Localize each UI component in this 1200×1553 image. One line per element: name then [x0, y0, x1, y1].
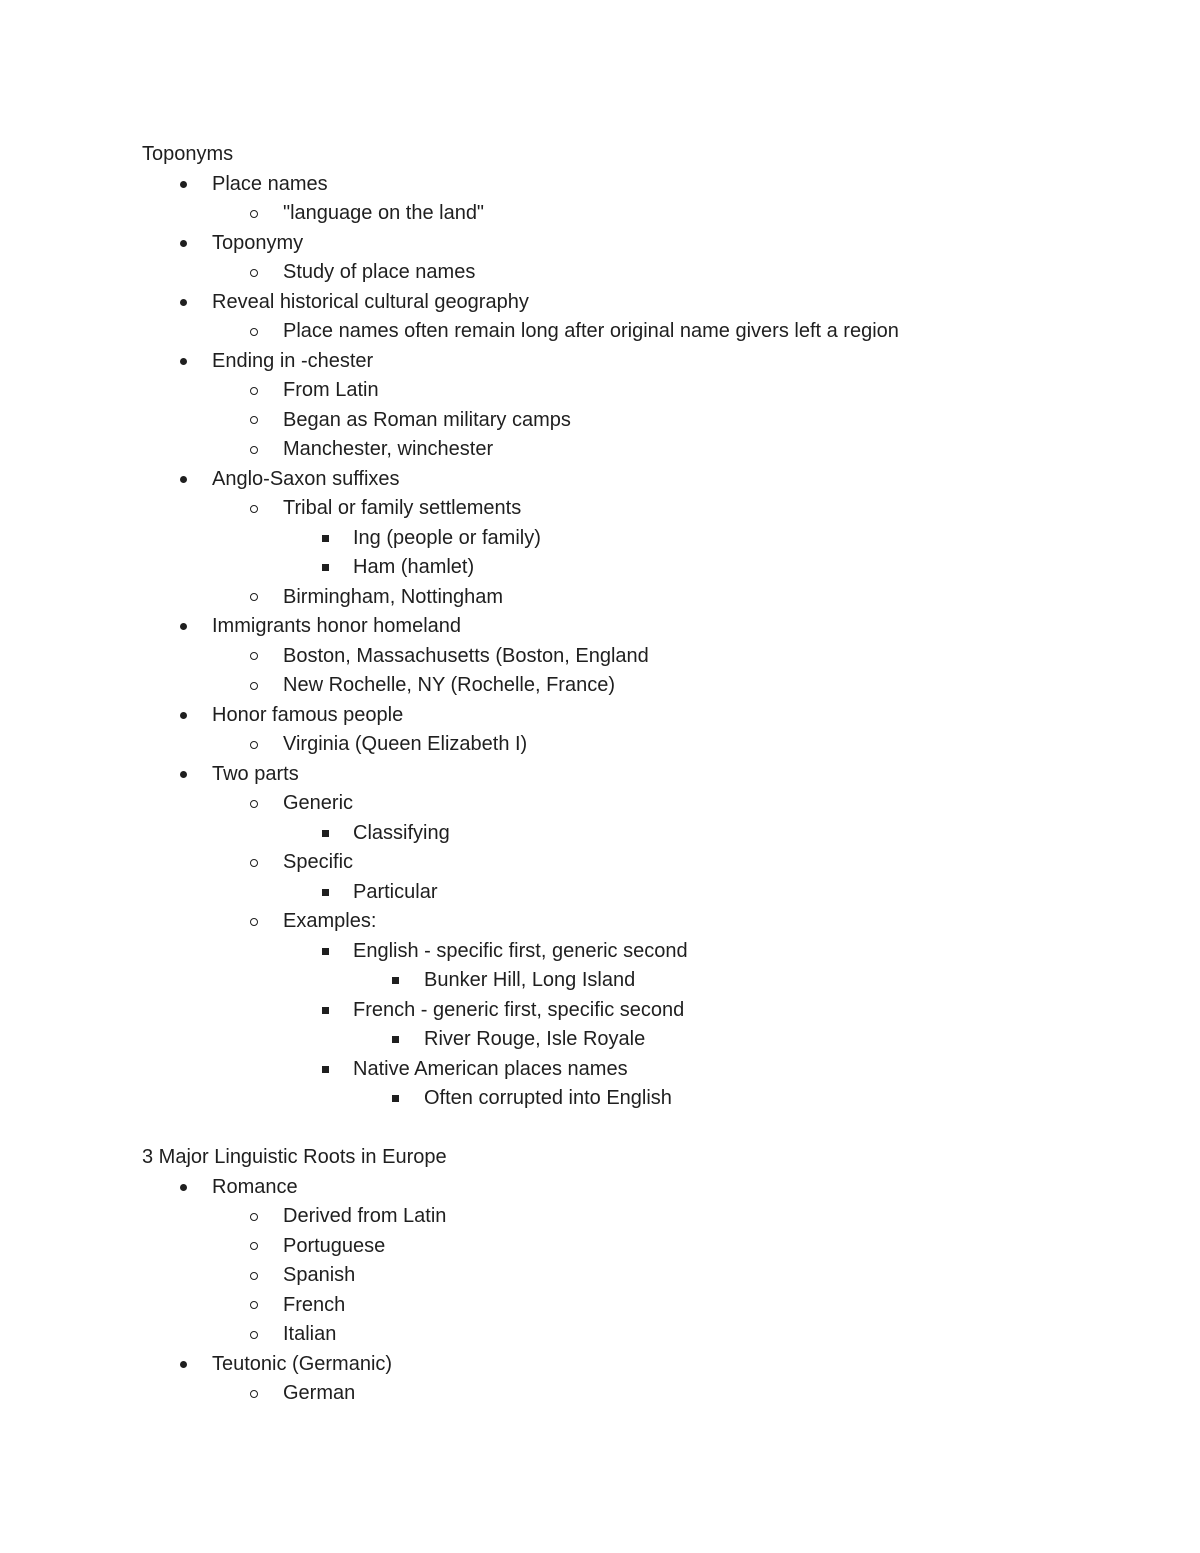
list-item-text: Portuguese — [283, 1234, 386, 1257]
list-item-text: From Latin — [283, 379, 379, 401]
hollow-bullet-icon — [248, 1232, 260, 1262]
hollow-bullet-icon — [248, 376, 260, 406]
list-item-text: Tribal or family settlements — [283, 497, 522, 519]
list-item-text: Two parts — [212, 762, 299, 785]
square-bullet-icon — [389, 966, 401, 996]
list-item-level-2 — [142, 583, 1142, 613]
list-item-level-3 — [142, 937, 1142, 967]
hollow-bullet-icon — [248, 730, 260, 760]
hollow-bullet-icon — [248, 583, 260, 613]
hollow-bullet-icon — [248, 1202, 260, 1232]
list-item-level-2 — [142, 406, 1142, 436]
square-bullet-icon — [319, 878, 331, 908]
list-item-level-2 — [142, 1291, 1142, 1321]
hollow-bullet-icon — [248, 671, 260, 701]
square-bullet-icon — [319, 819, 331, 849]
square-bullet-icon — [319, 996, 331, 1026]
list-item-text: Immigrants honor homeland — [212, 615, 462, 637]
filled-bullet-icon — [177, 465, 189, 495]
list-item-level-2 — [142, 435, 1142, 465]
hollow-bullet-icon — [248, 317, 260, 347]
list-item-text: Bunker Hill, Long Island — [424, 969, 636, 991]
filled-bullet-icon — [177, 229, 189, 259]
hollow-bullet-icon — [248, 642, 260, 672]
list-item-level-2 — [142, 848, 1142, 878]
list-item-level-2 — [142, 199, 1142, 229]
list-item-text: German — [283, 1382, 356, 1404]
list-item-level-2 — [142, 642, 1142, 672]
list-item-level-2 — [142, 1202, 1142, 1232]
list-item-level-2 — [142, 789, 1142, 819]
list-item-text: Place names often remain long after original name givers left a region — [283, 320, 899, 342]
list-item-text: English - specific first, generic second — [353, 939, 688, 962]
list-item-text: Generic — [283, 792, 354, 814]
section-spacer — [142, 1114, 1142, 1144]
list-item-level-3 — [142, 1055, 1142, 1085]
hollow-bullet-icon — [248, 1291, 260, 1321]
list-item-text: Ending in -chester — [212, 349, 374, 372]
list-item-level-2 — [142, 376, 1142, 406]
square-bullet-icon — [389, 1025, 401, 1055]
filled-bullet-icon — [177, 170, 189, 200]
square-bullet-icon — [319, 524, 331, 554]
list-item-text: Toponymy — [212, 231, 304, 254]
list-item-text: Romance — [212, 1175, 298, 1198]
document-page — [142, 140, 1142, 1409]
list-item-text: Derived from Latin — [283, 1205, 447, 1227]
list-item-level-1 — [142, 170, 1142, 200]
list-item-text: Spanish — [283, 1264, 356, 1286]
list-item-level-2 — [142, 907, 1142, 937]
list-item-level-1 — [142, 1173, 1142, 1203]
list-item-level-4 — [142, 1025, 1142, 1055]
square-bullet-icon — [319, 1055, 331, 1085]
list-item-level-3 — [142, 553, 1142, 583]
list-item-level-4 — [142, 966, 1142, 996]
filled-bullet-icon — [177, 288, 189, 318]
list-item-text: Birmingham, Nottingham — [283, 585, 504, 608]
hollow-bullet-icon — [248, 494, 260, 524]
list-item-text: Ing (people or family) — [353, 526, 541, 549]
list-item-text: Classifying — [353, 821, 450, 844]
list-item-level-1 — [142, 288, 1142, 318]
list-item-level-2 — [142, 671, 1142, 701]
section-heading: 3 Major Linguistic Roots in Europe — [142, 1146, 447, 1168]
list-item-text: Honor famous people — [212, 703, 404, 726]
list-item-text: Italian — [283, 1323, 337, 1345]
list-item-level-1 — [142, 701, 1142, 731]
list-item-level-2 — [142, 1232, 1142, 1262]
square-bullet-icon — [319, 553, 331, 583]
hollow-bullet-icon — [248, 406, 260, 436]
hollow-bullet-icon — [248, 199, 260, 229]
list-item-text: Boston, Massachusetts (Boston, England — [283, 644, 649, 667]
filled-bullet-icon — [177, 612, 189, 642]
list-item-text: Reveal historical cultural geography — [212, 290, 529, 313]
list-item-level-3 — [142, 819, 1142, 849]
hollow-bullet-icon — [248, 1379, 260, 1409]
list-item-text: Manchester, winchester — [283, 438, 494, 460]
square-bullet-icon — [319, 937, 331, 967]
list-item-text: Ham (hamlet) — [353, 556, 475, 578]
list-item-text: Particular — [353, 880, 438, 903]
list-item-text: Place names — [212, 172, 328, 195]
hollow-bullet-icon — [248, 1261, 260, 1291]
list-item-level-1 — [142, 465, 1142, 495]
list-item-text: Native American places names — [353, 1057, 628, 1080]
list-item-text: Study of place names — [283, 261, 476, 283]
section-heading: Toponyms — [142, 143, 234, 165]
list-item-level-4 — [142, 1084, 1142, 1114]
list-item-level-1 — [142, 612, 1142, 642]
list-item-text: French — [283, 1293, 346, 1316]
list-item-text: River Rouge, Isle Royale — [424, 1028, 646, 1050]
list-item-level-2 — [142, 1379, 1142, 1409]
list-item-text: "language on the land" — [283, 202, 485, 224]
list-item-text: New Rochelle, NY (Rochelle, France) — [283, 674, 615, 696]
list-item-text: Virginia (Queen Elizabeth I) — [283, 733, 528, 755]
hollow-bullet-icon — [248, 258, 260, 288]
hollow-bullet-icon — [248, 435, 260, 465]
list-item-level-2 — [142, 317, 1142, 347]
hollow-bullet-icon — [248, 907, 260, 937]
list-item-level-2 — [142, 494, 1142, 524]
list-item-text: French - generic first, specific second — [353, 998, 685, 1021]
list-item-text: Specific — [283, 851, 354, 873]
list-item-level-1 — [142, 347, 1142, 377]
list-item-text: Began as Roman military camps — [283, 408, 571, 431]
list-item-level-2 — [142, 730, 1142, 760]
hollow-bullet-icon — [248, 848, 260, 878]
list-item-level-3 — [142, 878, 1142, 908]
list-item-level-3 — [142, 524, 1142, 554]
list-item-level-1 — [142, 229, 1142, 259]
hollow-bullet-icon — [248, 1320, 260, 1350]
filled-bullet-icon — [177, 760, 189, 790]
list-item-level-1 — [142, 760, 1142, 790]
list-item-text: Anglo-Saxon suffixes — [212, 467, 400, 490]
list-item-text: Teutonic (Germanic) — [212, 1352, 393, 1375]
list-item-text: Often corrupted into English — [424, 1087, 672, 1109]
filled-bullet-icon — [177, 701, 189, 731]
filled-bullet-icon — [177, 347, 189, 377]
list-item-level-2 — [142, 258, 1142, 288]
square-bullet-icon — [389, 1084, 401, 1114]
list-item-level-2 — [142, 1261, 1142, 1291]
list-item-level-3 — [142, 996, 1142, 1026]
hollow-bullet-icon — [248, 789, 260, 819]
list-item-level-1 — [142, 1350, 1142, 1380]
list-item-level-2 — [142, 1320, 1142, 1350]
list-item-text: Examples: — [283, 910, 377, 932]
filled-bullet-icon — [177, 1173, 189, 1203]
filled-bullet-icon — [177, 1350, 189, 1380]
